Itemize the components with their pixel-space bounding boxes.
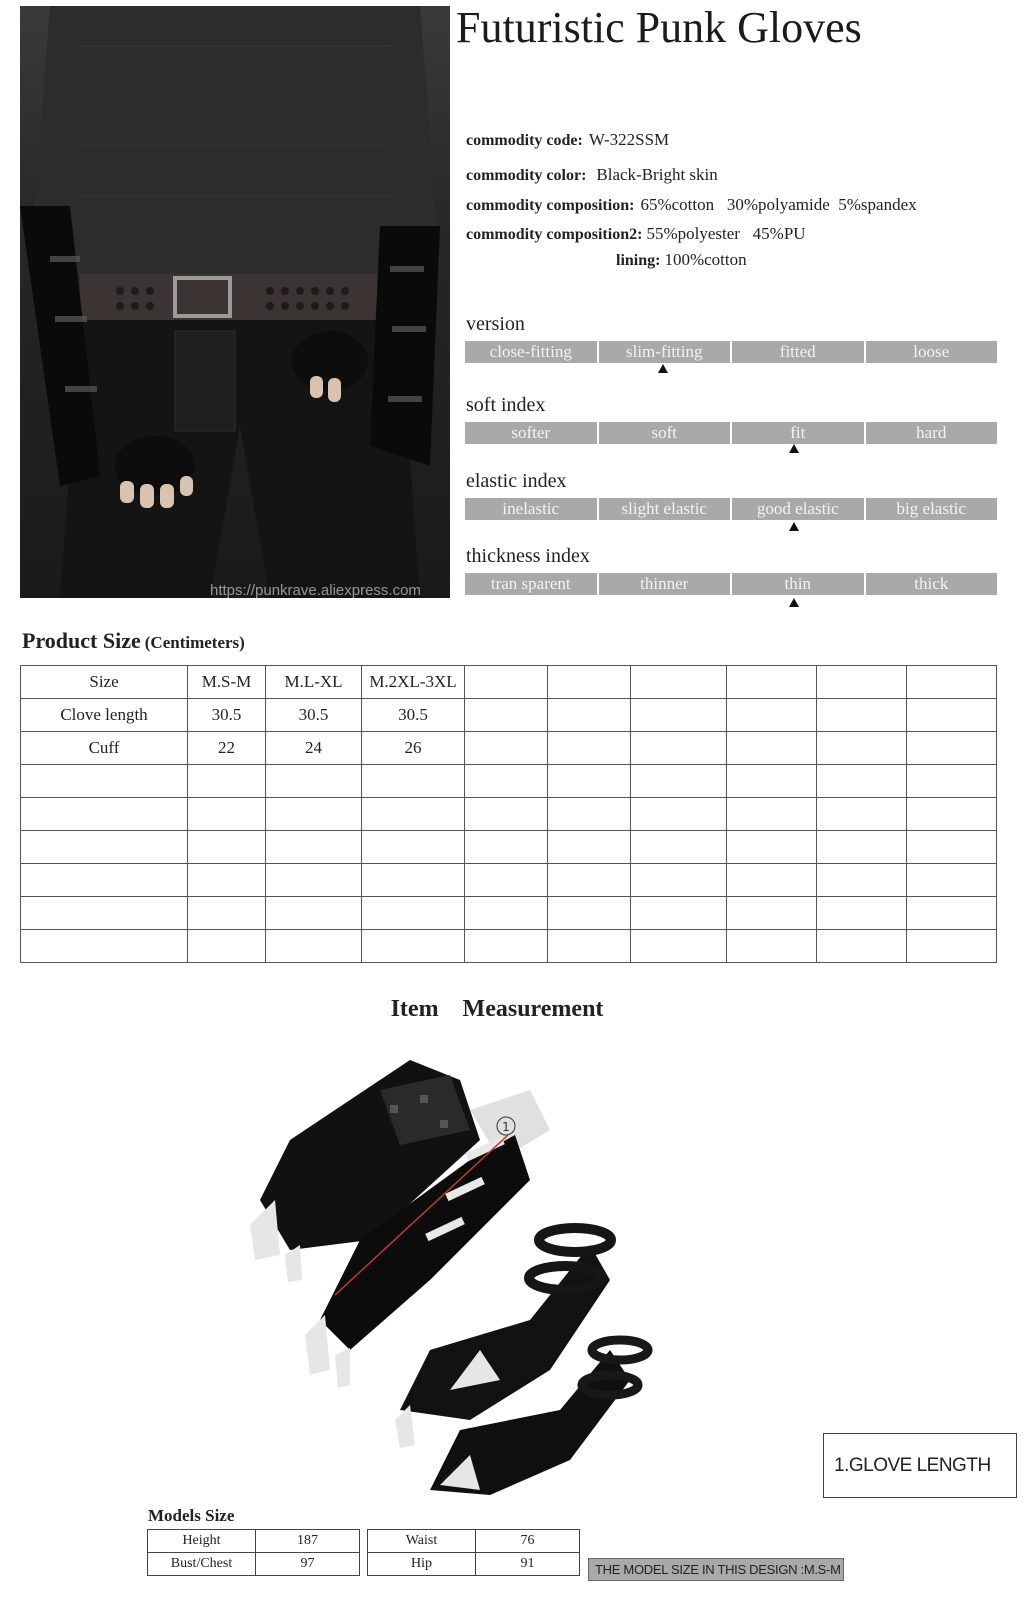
spec-label: commodity code: <box>466 132 583 149</box>
thickness-index-option: thick <box>866 573 998 595</box>
soft-index-scale <box>465 422 997 444</box>
table-cell: 24 <box>266 732 362 765</box>
table-cell: 30.5 <box>266 699 362 732</box>
table-cell <box>817 699 907 732</box>
product-size-heading <box>22 628 245 654</box>
elastic-index-option: good elastic <box>732 498 864 520</box>
models-size-title: Models Size <box>148 1506 235 1525</box>
elastic-index-title: elastic index <box>466 470 567 492</box>
table-cell: 30.5 <box>362 699 465 732</box>
table-cell <box>727 699 817 732</box>
spec-commodity-composition2 <box>466 224 806 244</box>
table-cell <box>817 732 907 765</box>
version-option: fitted <box>732 341 864 363</box>
spec-value: Black-Bright skin <box>596 165 718 184</box>
soft-index-option: softer <box>465 422 597 444</box>
table-row <box>21 765 997 798</box>
table-cell <box>548 666 631 699</box>
product-title: Futuristic Punk Gloves <box>456 3 862 52</box>
version-scale <box>465 341 997 363</box>
table-cell: 76 <box>476 1530 580 1553</box>
table-cell: 97 <box>256 1553 360 1576</box>
table-cell <box>465 699 548 732</box>
table-cell <box>907 666 997 699</box>
spec-label: commodity color: <box>466 167 587 184</box>
thickness-index-option: thinner <box>599 573 731 595</box>
spec-label: commodity composition2: <box>466 226 643 243</box>
model-size-note: THE MODEL SIZE IN THIS DESIGN :M.S-M <box>588 1558 844 1581</box>
table-cell <box>727 666 817 699</box>
elastic-index-scale <box>465 498 997 520</box>
table-cell: Clove length <box>21 699 188 732</box>
table-row <box>21 699 997 732</box>
table-cell: Cuff <box>21 732 188 765</box>
elastic-index-option: inelastic <box>465 498 597 520</box>
table-row <box>21 798 997 831</box>
table-row <box>21 864 997 897</box>
table-row <box>368 1530 580 1553</box>
thickness-index-option: tran sparent <box>465 573 597 595</box>
table-cell: 26 <box>362 732 465 765</box>
soft-index-selected-marker <box>789 444 799 453</box>
table-cell: 91 <box>476 1553 580 1576</box>
table-cell <box>465 732 548 765</box>
table-cell <box>631 699 727 732</box>
models-size-table-right <box>367 1529 580 1576</box>
table-row <box>148 1530 360 1553</box>
thickness-index-scale <box>465 573 997 595</box>
spec-commodity-color <box>466 165 718 185</box>
measure-marker-label: 1 <box>502 1120 510 1134</box>
product-size-table <box>20 665 997 963</box>
table-cell: M.L-XL <box>266 666 362 699</box>
spec-label: commodity composition: <box>466 197 635 214</box>
table-row <box>21 831 997 864</box>
table-cell <box>817 666 907 699</box>
elastic-index-option: big elastic <box>866 498 998 520</box>
table-cell: 30.5 <box>188 699 266 732</box>
glove-length-label: 1.GLOVE LENGTH <box>823 1433 1017 1498</box>
spec-lining <box>616 250 747 270</box>
table-cell <box>727 732 817 765</box>
table-cell <box>907 732 997 765</box>
table-cell: Bust/Chest <box>148 1553 256 1576</box>
table-row <box>21 732 997 765</box>
table-cell: 22 <box>188 732 266 765</box>
table-cell <box>631 732 727 765</box>
watermark: https://punkrave.aliexpress.com <box>210 582 421 599</box>
model-photo <box>20 6 450 598</box>
table-cell <box>465 666 548 699</box>
version-title: version <box>466 313 525 335</box>
version-option: close-fitting <box>465 341 597 363</box>
table-row <box>368 1553 580 1576</box>
table-cell: Height <box>148 1530 256 1553</box>
item-measurement-title: Item Measurement <box>390 996 604 1022</box>
table-cell <box>548 699 631 732</box>
soft-index-option: hard <box>866 422 998 444</box>
table-cell <box>907 699 997 732</box>
spec-value: 65%cotton 30%polyamide 5%spandex <box>640 195 917 214</box>
spec-value: 55%polyester 45%PU <box>646 224 806 243</box>
table-cell: M.S-M <box>188 666 266 699</box>
soft-index-title: soft index <box>466 394 546 416</box>
spec-value: 100%cotton <box>664 250 747 269</box>
table-cell: M.2XL-3XL <box>362 666 465 699</box>
version-option: loose <box>866 341 998 363</box>
table-cell: 187 <box>256 1530 360 1553</box>
elastic-index-selected-marker <box>789 522 799 531</box>
glove-measurement-illustration <box>230 1050 710 1500</box>
thickness-index-option: thin <box>732 573 864 595</box>
product-size-title: Product Size <box>22 628 141 653</box>
spec-value: W-322SSM <box>588 130 670 149</box>
version-option: slim-fitting <box>599 341 731 363</box>
elastic-index-option: slight elastic <box>599 498 731 520</box>
models-size-table-left <box>147 1529 360 1576</box>
table-cell: Size <box>21 666 188 699</box>
table-cell <box>548 732 631 765</box>
soft-index-option: soft <box>599 422 731 444</box>
table-row <box>148 1553 360 1576</box>
table-row <box>21 897 997 930</box>
spec-commodity-code <box>466 130 669 150</box>
soft-index-option: fit <box>732 422 864 444</box>
version-selected-marker <box>658 364 668 373</box>
spec-commodity-composition <box>466 195 917 215</box>
table-row <box>21 930 997 963</box>
table-cell: Hip <box>368 1553 476 1576</box>
thickness-index-selected-marker <box>789 598 799 607</box>
spec-label: lining: <box>616 252 661 269</box>
table-cell: Waist <box>368 1530 476 1553</box>
table-row <box>21 666 997 699</box>
table-cell <box>631 666 727 699</box>
thickness-index-title: thickness index <box>466 545 590 567</box>
product-size-unit: (Centimeters) <box>144 633 245 652</box>
